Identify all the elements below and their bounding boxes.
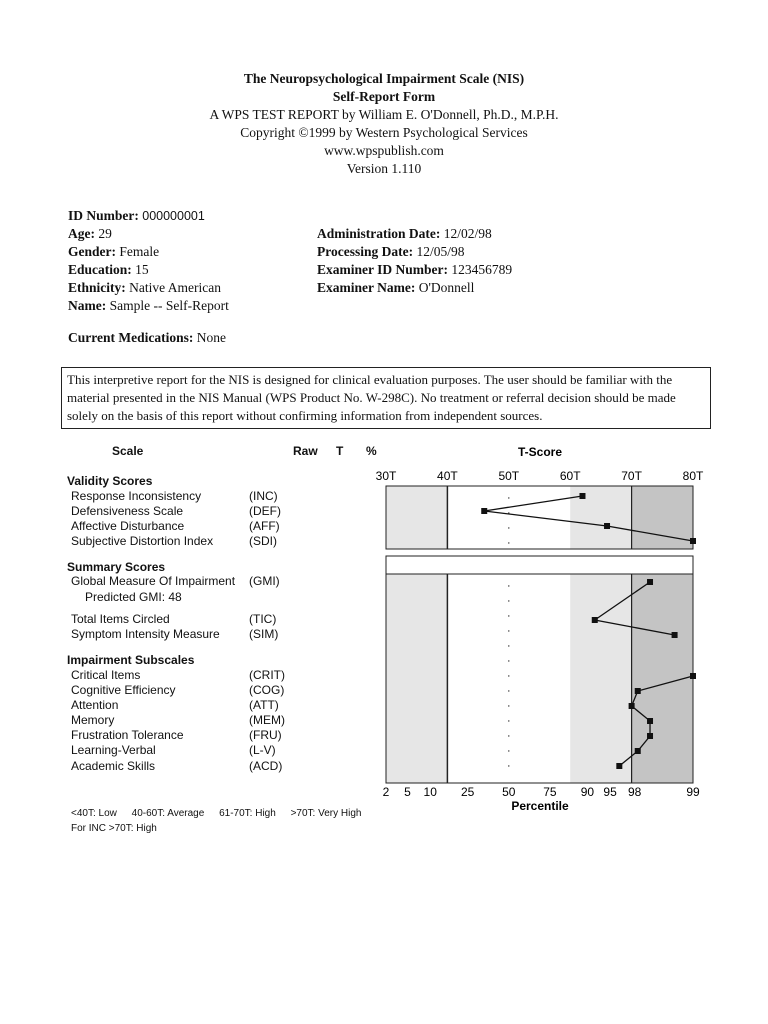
percentile-tick-label: 2 xyxy=(382,785,390,799)
score-marker-cog xyxy=(635,688,641,694)
scale-name-pgmi: Predicted GMI: 48 xyxy=(85,590,182,604)
examiner-id-label: Examiner ID Number: xyxy=(317,262,448,277)
scale-name-tic: Total Items Circled xyxy=(71,612,170,626)
percentile-tick-label: 99 xyxy=(686,785,700,799)
age-label: Age: xyxy=(68,226,95,241)
midline-dot xyxy=(508,615,509,616)
ethnicity-label: Ethnicity: xyxy=(68,280,126,295)
midline-dot xyxy=(508,645,509,646)
education-label: Education: xyxy=(68,262,132,277)
name-value: Sample -- Self-Report xyxy=(109,298,229,313)
scale-abbr-inc: (INC) xyxy=(249,489,278,503)
legend-inc-note: For INC >70T: High xyxy=(71,823,157,834)
name-label: Name: xyxy=(68,298,107,313)
midline-dot xyxy=(508,675,509,676)
gender-label: Gender: xyxy=(68,244,116,259)
scale-name-fru: Frustration Tolerance xyxy=(71,728,184,742)
report-website: www.wpspublish.com xyxy=(324,143,444,158)
education-value: 15 xyxy=(135,262,149,277)
band-0-1 xyxy=(570,486,631,549)
col-t-header: T xyxy=(336,444,344,458)
group-impairment: Impairment Subscales xyxy=(67,653,195,667)
col-raw-header: Raw xyxy=(293,444,318,458)
scale-name-mem: Memory xyxy=(71,713,115,727)
midline-dot xyxy=(508,735,509,736)
scale-abbr-cog: (COG) xyxy=(249,683,285,697)
report-byline: A WPS TEST REPORT by William E. O'Donnell, Ph.D., M.P.H. xyxy=(209,107,559,122)
report-title: The Neuropsychological Impairment Scale (NIS) xyxy=(243,71,525,86)
scale-name-att: Attention xyxy=(71,698,119,712)
midline-dot xyxy=(508,497,509,498)
gender-value: Female xyxy=(119,244,160,259)
report-copyright: Copyright ©1999 by Western Psychological Services xyxy=(240,125,528,140)
score-marker-tic xyxy=(592,617,598,623)
scale-name-aff: Affective Disturbance xyxy=(71,519,185,533)
percentile-tick-label: 75 xyxy=(543,785,557,799)
group-summary: Summary Scores xyxy=(67,560,166,574)
percentile-tick-label: 90 xyxy=(580,785,595,799)
scale-name-sdi: Subjective Distortion Index xyxy=(71,534,214,548)
score-marker-l-v xyxy=(635,748,641,754)
examiner-name-label: Examiner Name: xyxy=(317,280,416,295)
midline-dot xyxy=(508,585,509,586)
legend xyxy=(71,806,373,836)
midline-dot xyxy=(508,765,509,766)
scale-abbr-def: (DEF) xyxy=(249,504,281,518)
id-label: ID Number: xyxy=(68,208,139,223)
midline-dot xyxy=(508,600,509,601)
midline-dot xyxy=(508,750,509,751)
scale-abbr-crit: (CRIT) xyxy=(249,668,285,682)
midline-dot xyxy=(508,720,509,721)
tscore-tick-label: 60T xyxy=(559,469,581,483)
midline-dot xyxy=(508,630,509,631)
score-marker-def xyxy=(481,508,487,514)
tscore-tick-label: 70T xyxy=(621,469,642,483)
percentile-tick-label: 50 xyxy=(502,785,516,799)
scale-name-crit: Critical Items xyxy=(71,668,141,682)
scale-abbr-tic: (TIC) xyxy=(249,612,277,626)
examiner-name-value: O'Donnell xyxy=(418,280,475,295)
scale-abbr-lv: (L-V) xyxy=(249,743,276,757)
tscore-tick-label: 50T xyxy=(498,469,520,483)
scale-abbr-att: (ATT) xyxy=(249,698,279,712)
scale-abbr-sim: (SIM) xyxy=(249,627,279,641)
tscore-tick-label: 40T xyxy=(437,469,458,483)
percentile-tick-label: 5 xyxy=(404,785,411,799)
scale-abbr-fru: (FRU) xyxy=(249,728,282,742)
scale-name-sim: Symptom Intensity Measure xyxy=(71,627,220,641)
band-1-0 xyxy=(386,574,447,783)
scale-abbr-acd: (ACD) xyxy=(249,759,283,773)
proc-date-label: Processing Date: xyxy=(317,244,414,259)
admin-date-label: Administration Date: xyxy=(317,226,441,241)
percentile-axis-label: Percentile xyxy=(511,799,569,813)
score-marker-sim xyxy=(672,632,678,638)
scale-name-lv: Learning-Verbal xyxy=(71,743,156,757)
midline-dot xyxy=(508,660,509,661)
legend-high: 61-70T: High xyxy=(219,808,276,819)
group-validity: Validity Scores xyxy=(67,474,153,488)
score-marker-mem xyxy=(647,718,653,724)
score-marker-fru xyxy=(647,733,653,739)
legend-low: <40T: Low xyxy=(71,808,117,819)
meds-label: Current Medications: xyxy=(68,330,194,345)
scale-abbr-gmi: (GMI) xyxy=(249,574,280,588)
scale-name-acd: Academic Skills xyxy=(71,759,156,773)
tscore-tick-label: 30T xyxy=(375,469,397,483)
band-1-1 xyxy=(570,574,631,783)
percentile-tick-label: 95 xyxy=(603,785,617,799)
tscore-tick-label: 80T xyxy=(682,469,704,483)
score-marker-aff xyxy=(604,523,610,529)
summary-separator xyxy=(386,556,693,574)
percentile-tick-label: 10 xyxy=(423,785,437,799)
midline-dot xyxy=(508,705,509,706)
admin-date-value: 12/02/98 xyxy=(443,226,492,241)
legend-very-high: >70T: Very High xyxy=(290,808,362,819)
col-scale-header: Scale xyxy=(112,444,144,458)
ethnicity-value: Native American xyxy=(129,280,221,295)
band-0-0 xyxy=(386,486,447,549)
meds-value: None xyxy=(196,330,226,345)
report-version: Version 1.110 xyxy=(346,161,422,176)
age-value: 29 xyxy=(98,226,112,241)
col-pct-header: % xyxy=(366,444,377,458)
scale-name-inc: Response Inconsistency xyxy=(71,489,202,503)
examiner-id-value: 123456789 xyxy=(451,262,513,277)
scale-name-def: Defensiveness Scale xyxy=(71,504,184,518)
scale-name-gmi: Global Measure Of Impairment xyxy=(71,574,236,588)
percentile-tick-label: 25 xyxy=(460,785,475,799)
scale-abbr-sdi: (SDI) xyxy=(249,534,277,548)
score-marker-att xyxy=(629,703,635,709)
id-value: 000000001 xyxy=(142,209,205,223)
disclaimer-box: This interpretive report for the NIS is designed for clinical evaluation purposes. The user should be familiar with the material presented in the NIS Manual (WPS Product No. W-298C). No treatment or referral decision should be made solely on the basis of this report without confirming information from independent sources. xyxy=(61,367,711,429)
percentile-tick-label: 98 xyxy=(627,785,642,799)
scale-abbr-mem: (MEM) xyxy=(249,713,285,727)
midline-dot xyxy=(508,542,509,543)
midline-dot xyxy=(508,527,509,528)
score-marker-acd xyxy=(616,763,622,769)
report-subtitle: Self-Report Form xyxy=(332,89,436,104)
score-marker-inc xyxy=(579,493,585,499)
legend-average: 40-60T: Average xyxy=(131,808,205,819)
score-marker-gmi xyxy=(647,579,653,585)
score-marker-crit xyxy=(690,673,696,679)
score-marker-sdi xyxy=(690,538,696,544)
chart-title: T-Score xyxy=(517,445,563,459)
scale-abbr-aff: (AFF) xyxy=(249,519,280,533)
proc-date-value: 12/05/98 xyxy=(416,244,465,259)
midline-dot xyxy=(508,690,509,691)
scale-name-cog: Cognitive Efficiency xyxy=(71,683,176,697)
